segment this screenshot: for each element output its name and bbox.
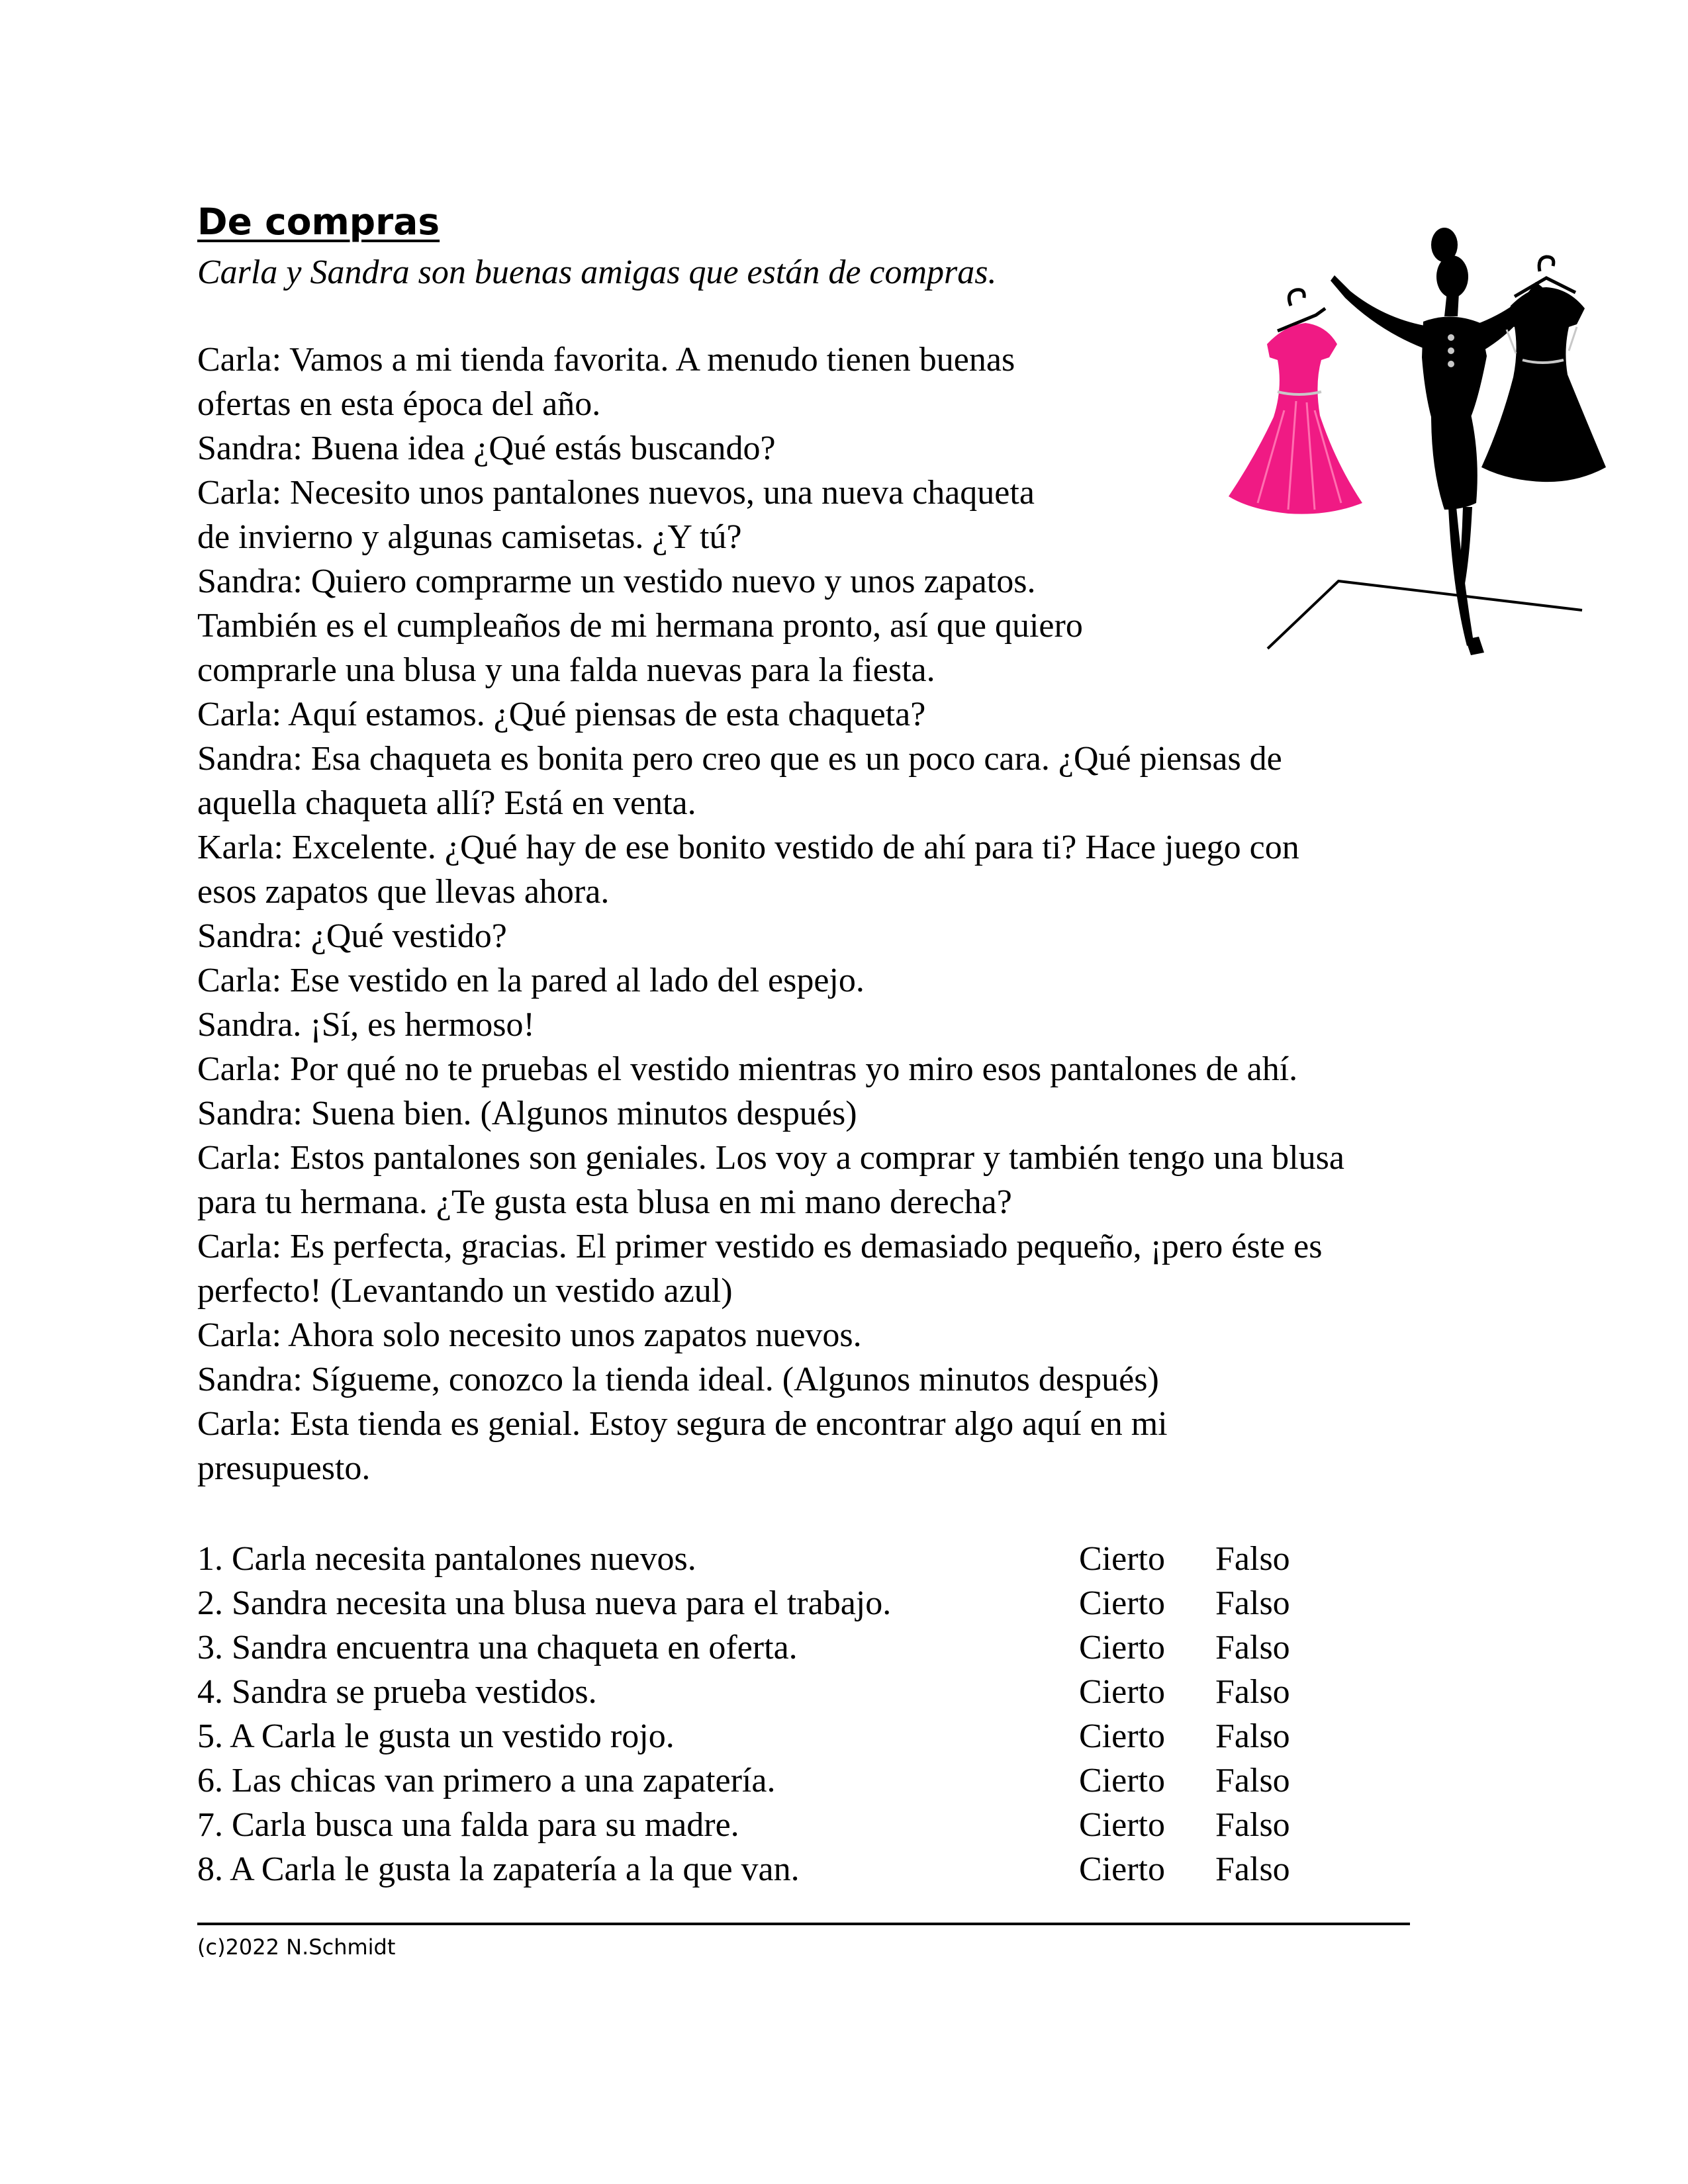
dialogue-line: Carla: Es perfecta, gracias. El primer vestido es demasiado pequeño, ¡pero éste es xyxy=(197,1228,1323,1265)
page-subtitle: Carla y Sandra son buenas amigas que están de compras. xyxy=(197,253,997,291)
question-row xyxy=(197,1714,1323,1758)
dialogue-line: para tu hermana. ¿Te gusta esta blusa en mi mano derecha? xyxy=(197,1183,1012,1221)
dialogue-line: presupuesto. xyxy=(197,1449,371,1487)
question-row xyxy=(197,1625,1323,1670)
question-row xyxy=(197,1847,1323,1891)
falso-option[interactable]: Falso xyxy=(1215,1673,1290,1711)
dialogue-line: Sandra: Suena bien. (Algunos minutos después) xyxy=(197,1095,857,1132)
cierto-option[interactable]: Cierto xyxy=(1079,1806,1165,1844)
copyright-text: (c)2022 N.Schmidt xyxy=(197,1934,396,1960)
dialogue-line: ofertas en esta época del año. xyxy=(197,385,601,423)
cierto-option[interactable]: Cierto xyxy=(1079,1762,1165,1799)
dialogue-line: aquella chaqueta allí? Está en venta. xyxy=(197,784,696,822)
question-text: 8. A Carla le gusta la zapatería a la que van. xyxy=(197,1850,800,1888)
dialogue-line: Carla: Por qué no te pruebas el vestido mientras yo miro esos pantalones de ahí. xyxy=(197,1050,1298,1088)
falso-option[interactable]: Falso xyxy=(1215,1850,1290,1888)
dialogue-line: de invierno y algunas camisetas. ¿Y tú? xyxy=(197,518,742,556)
dialogue-line: Carla: Ahora solo necesito unos zapatos nuevos. xyxy=(197,1316,862,1354)
dialogue-line: Sandra: Sígueme, conozco la tienda ideal. (Algunos minutos después) xyxy=(197,1361,1159,1398)
question-text: 3. Sandra encuentra una chaqueta en oferta. xyxy=(197,1629,798,1666)
dialogue-line: perfecto! (Levantando un vestido azul) xyxy=(197,1272,733,1310)
falso-option[interactable]: Falso xyxy=(1215,1806,1290,1844)
falso-option[interactable]: Falso xyxy=(1215,1629,1290,1666)
dialogue-line: esos zapatos que llevas ahora. xyxy=(197,873,610,911)
question-text: 4. Sandra se prueba vestidos. xyxy=(197,1673,597,1711)
pink-dress-icon xyxy=(1229,290,1362,514)
dialogue-line: También es el cumpleaños de mi hermana pronto, así que quiero xyxy=(197,607,1083,645)
falso-option[interactable]: Falso xyxy=(1215,1584,1290,1622)
question-row xyxy=(197,1758,1323,1803)
falso-option[interactable]: Falso xyxy=(1215,1717,1290,1755)
question-text: 1. Carla necesita pantalones nuevos. xyxy=(197,1540,696,1578)
page-title: De compras xyxy=(197,201,440,243)
dialogue-line: Sandra: Esa chaqueta es bonita pero creo que es un poco cara. ¿Qué piensas de xyxy=(197,740,1282,778)
question-row xyxy=(197,1581,1323,1625)
dialogue-text xyxy=(197,338,1344,1490)
falso-option[interactable]: Falso xyxy=(1215,1540,1290,1578)
question-row xyxy=(197,1537,1323,1581)
falso-option[interactable]: Falso xyxy=(1215,1762,1290,1799)
dialogue-line: Karla: Excelente. ¿Qué hay de ese bonito vestido de ahí para ti? Hace juego con xyxy=(197,829,1299,866)
cierto-option[interactable]: Cierto xyxy=(1079,1629,1165,1666)
footer-divider xyxy=(197,1923,1410,1925)
cierto-option[interactable]: Cierto xyxy=(1079,1850,1165,1888)
dialogue-line: Carla: Aquí estamos. ¿Qué piensas de esta chaqueta? xyxy=(197,696,926,733)
dialogue-line: comprarle una blusa y una falda nuevas para la fiesta. xyxy=(197,651,935,689)
cierto-option[interactable]: Cierto xyxy=(1079,1673,1165,1711)
true-false-questions xyxy=(197,1537,1323,1891)
cierto-option[interactable]: Cierto xyxy=(1079,1717,1165,1755)
cierto-option[interactable]: Cierto xyxy=(1079,1540,1165,1578)
dialogue-line: Sandra: Quiero comprarme un vestido nuevo y unos zapatos. xyxy=(197,563,1036,600)
dialogue-line: Sandra: ¿Qué vestido? xyxy=(197,917,507,955)
dialogue-line: Sandra. ¡Sí, es hermoso! xyxy=(197,1006,535,1044)
dialogue-line: Carla: Vamos a mi tienda favorita. A menudo tienen buenas xyxy=(197,341,1015,379)
floor-lines-icon xyxy=(1268,581,1582,649)
dialogue-line: Carla: Necesito unos pantalones nuevos, una nueva chaqueta xyxy=(197,474,1035,512)
dialogue-line: Carla: Estos pantalones son geniales. Los voy a comprar y también tengo una blusa xyxy=(197,1139,1344,1177)
question-text: 7. Carla busca una falda para su madre. xyxy=(197,1806,739,1844)
black-dress-icon xyxy=(1481,257,1606,482)
question-text: 6. Las chicas van primero a una zapatería. xyxy=(197,1762,776,1799)
question-row xyxy=(197,1670,1323,1714)
dialogue-line: Carla: Esta tienda es genial. Estoy segura de encontrar algo aquí en mi xyxy=(197,1405,1168,1443)
question-text: 5. A Carla le gusta un vestido rojo. xyxy=(197,1717,675,1755)
question-row xyxy=(197,1803,1323,1847)
question-text: 2. Sandra necesita una blusa nueva para el trabajo. xyxy=(197,1584,892,1622)
shopping-woman-with-dresses-icon xyxy=(1185,218,1609,682)
dialogue-line: Carla: Ese vestido en la pared al lado del espejo. xyxy=(197,962,865,999)
dialogue-line: Sandra: Buena idea ¿Qué estás buscando? xyxy=(197,430,776,467)
cierto-option[interactable]: Cierto xyxy=(1079,1584,1165,1622)
